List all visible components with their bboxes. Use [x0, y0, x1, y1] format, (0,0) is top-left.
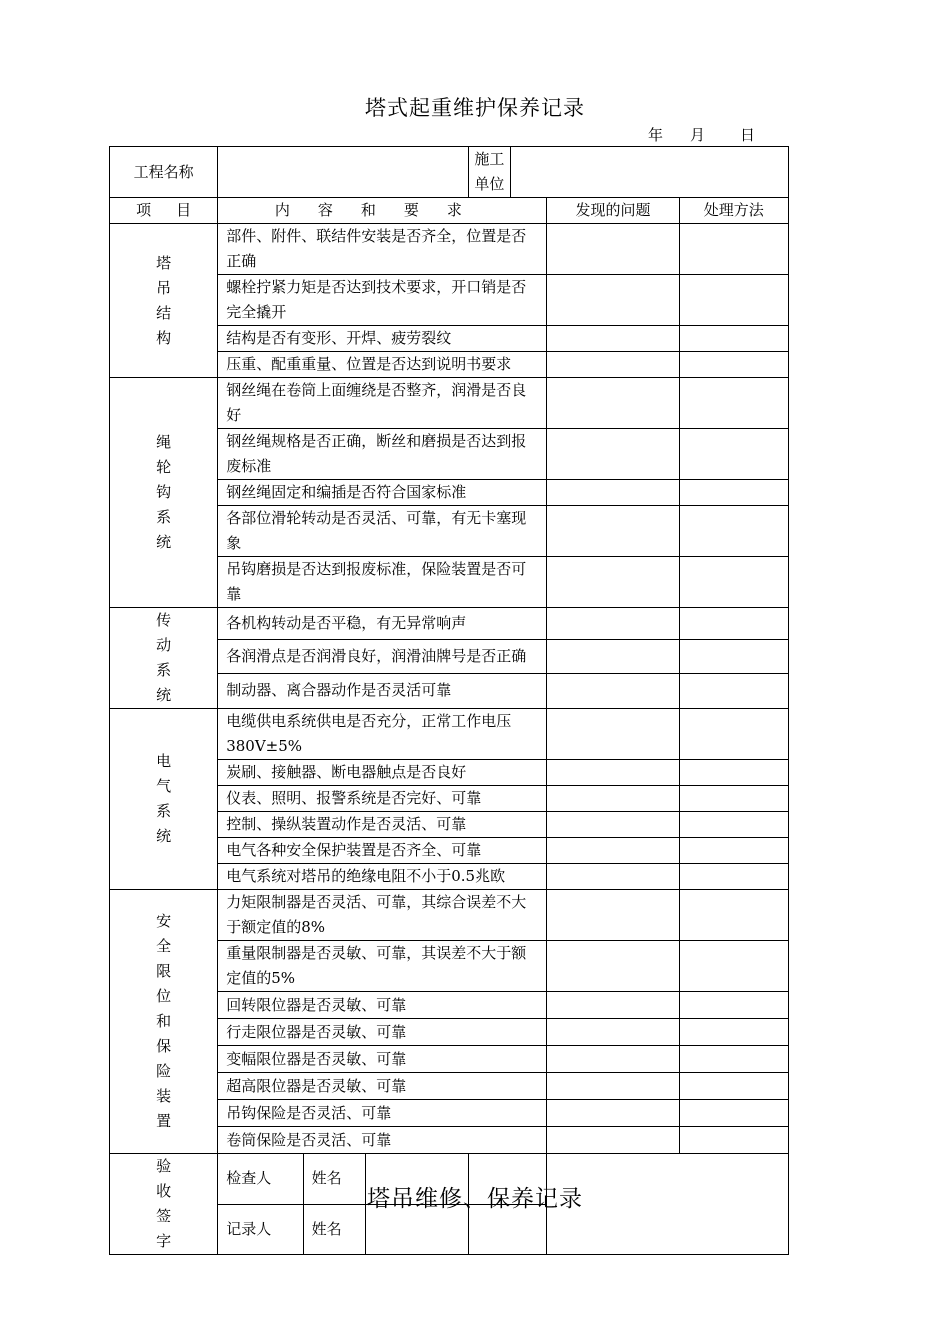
method-cell[interactable] [679, 838, 788, 864]
column-header-method: 处理方法 [679, 198, 788, 224]
method-cell[interactable] [679, 480, 788, 506]
recorder-label: 记录人 [218, 1204, 303, 1255]
issues-cell[interactable] [547, 480, 679, 506]
method-cell[interactable] [679, 1127, 788, 1154]
issues-cell[interactable] [547, 557, 679, 608]
issues-cell[interactable] [547, 326, 679, 352]
project-name-field[interactable] [218, 147, 469, 198]
method-cell[interactable] [679, 326, 788, 352]
issues-cell[interactable] [547, 786, 679, 812]
requirement-text: 仪表、照明、报警系统是否完好、可靠 [218, 786, 547, 812]
method-cell[interactable] [679, 352, 788, 378]
issues-cell[interactable] [547, 941, 679, 992]
issues-cell[interactable] [547, 429, 679, 480]
issues-cell[interactable] [547, 640, 679, 673]
issues-cell[interactable] [547, 864, 679, 890]
requirement-text: 重量限制器是否灵敏、可靠，其误差不大于额定值的5% [218, 941, 547, 992]
second-page-title: 塔吊维修、保养记录 [367, 1186, 583, 1212]
requirement-text: 卷筒保险是否灵活、可靠 [218, 1127, 547, 1154]
requirement-text: 电气各种安全保护装置是否齐全、可靠 [218, 838, 547, 864]
method-cell[interactable] [679, 1073, 788, 1100]
category-cell: 电气系统 [110, 709, 218, 890]
requirement-text: 吊钩磨损是否达到报废标准，保险装置是否可靠 [218, 557, 547, 608]
requirement-text: 吊钩保险是否灵活、可靠 [218, 1100, 547, 1127]
section-row [110, 890, 789, 941]
issues-cell[interactable] [547, 1019, 679, 1046]
requirement-text: 螺栓拧紧力矩是否达到技术要求，开口销是否完全撬开 [218, 275, 547, 326]
column-header-row [110, 198, 789, 224]
section-row [110, 224, 789, 275]
issues-cell[interactable] [547, 1046, 679, 1073]
category-cell: 绳轮钩系统 [110, 378, 218, 608]
issues-cell[interactable] [547, 224, 679, 275]
recorder-name-label: 姓名 [303, 1204, 366, 1255]
header-row-project [110, 147, 789, 198]
issues-cell[interactable] [547, 378, 679, 429]
requirement-text: 压重、配重重量、位置是否达到说明书要求 [218, 352, 547, 378]
requirement-text: 制动器、离合器动作是否灵活可靠 [218, 673, 547, 708]
method-cell[interactable] [679, 709, 788, 760]
inspector-label: 检查人 [218, 1154, 303, 1205]
method-cell[interactable] [679, 1100, 788, 1127]
method-cell[interactable] [679, 429, 788, 480]
method-cell[interactable] [679, 608, 788, 640]
inspector-name-label: 姓名 [303, 1154, 366, 1205]
issues-cell[interactable] [547, 506, 679, 557]
issues-cell[interactable] [547, 608, 679, 640]
category-cell: 塔吊结构 [110, 224, 218, 378]
issues-cell[interactable] [547, 673, 679, 708]
column-header-issues: 发现的问题 [547, 198, 679, 224]
column-header-item: 项 目 [110, 198, 218, 224]
category-cell: 安全限位和保险装置 [110, 890, 218, 1154]
section-row [110, 378, 789, 429]
issues-cell[interactable] [547, 992, 679, 1019]
method-cell[interactable] [679, 557, 788, 608]
requirement-text: 回转限位器是否灵敏、可靠 [218, 992, 547, 1019]
issues-cell[interactable] [547, 352, 679, 378]
method-cell[interactable] [679, 1019, 788, 1046]
method-cell[interactable] [679, 786, 788, 812]
construction-unit-field[interactable] [510, 147, 788, 198]
method-cell[interactable] [679, 890, 788, 941]
method-cell[interactable] [679, 941, 788, 992]
issues-cell[interactable] [547, 760, 679, 786]
method-cell[interactable] [679, 673, 788, 708]
requirement-text: 部件、附件、联结件安装是否齐全，位置是否正确 [218, 224, 547, 275]
column-header-content: 内容和要求 [218, 198, 547, 224]
requirement-text: 变幅限位器是否灵敏、可靠 [218, 1046, 547, 1073]
maintenance-record-table [109, 146, 789, 1255]
category-cell: 传动系统 [110, 608, 218, 709]
issues-cell[interactable] [547, 275, 679, 326]
date-month-label: 月 [690, 126, 706, 144]
signoff-category-cell: 验收签字 [110, 1154, 218, 1255]
section-row [110, 709, 789, 760]
requirement-text: 控制、操纵装置动作是否灵活、可靠 [218, 812, 547, 838]
issues-cell[interactable] [547, 890, 679, 941]
issues-cell[interactable] [547, 838, 679, 864]
requirement-text: 钢丝绳固定和编插是否符合国家标准 [218, 480, 547, 506]
requirement-text: 各润滑点是否润滑良好，润滑油牌号是否正确 [218, 640, 547, 673]
page-title: 塔式起重维护保养记录 [365, 96, 585, 120]
method-cell[interactable] [679, 378, 788, 429]
method-cell[interactable] [679, 1046, 788, 1073]
requirement-text: 超高限位器是否灵敏、可靠 [218, 1073, 547, 1100]
requirement-text: 电气系统对塔吊的绝缘电阻不小于0.5兆欧 [218, 864, 547, 890]
project-name-label: 工程名称 [110, 147, 218, 198]
method-cell[interactable] [679, 760, 788, 786]
method-cell[interactable] [679, 992, 788, 1019]
method-cell[interactable] [679, 506, 788, 557]
requirement-text: 炭刷、接触器、断电器触点是否良好 [218, 760, 547, 786]
method-cell[interactable] [679, 275, 788, 326]
construction-unit-label: 施工单位 [468, 147, 510, 198]
date-year-label: 年 [648, 126, 664, 144]
issues-cell[interactable] [547, 812, 679, 838]
issues-cell[interactable] [547, 709, 679, 760]
method-cell[interactable] [679, 640, 788, 673]
requirement-text: 各机构转动是否平稳，有无异常响声 [218, 608, 547, 640]
date-day-label: 日 [740, 126, 756, 144]
issues-cell[interactable] [547, 1073, 679, 1100]
requirement-text: 电缆供电系统供电是否充分，正常工作电压380V±5% [218, 709, 547, 760]
requirement-text: 行走限位器是否灵敏、可靠 [218, 1019, 547, 1046]
requirement-text: 钢丝绳规格是否正确，断丝和磨损是否达到报废标准 [218, 429, 547, 480]
method-cell[interactable] [679, 864, 788, 890]
section-row [110, 608, 789, 640]
requirement-text: 钢丝绳在卷筒上面缠绕是否整齐，润滑是否良好 [218, 378, 547, 429]
issues-cell[interactable] [547, 1127, 679, 1154]
method-cell[interactable] [679, 812, 788, 838]
issues-cell[interactable] [547, 1100, 679, 1127]
requirement-text: 各部位滑轮转动是否灵活、可靠，有无卡塞现象 [218, 506, 547, 557]
requirement-text: 结构是否有变形、开焊、疲劳裂纹 [218, 326, 547, 352]
requirement-text: 力矩限制器是否灵活、可靠，其综合误差不大于额定值的8% [218, 890, 547, 941]
method-cell[interactable] [679, 224, 788, 275]
